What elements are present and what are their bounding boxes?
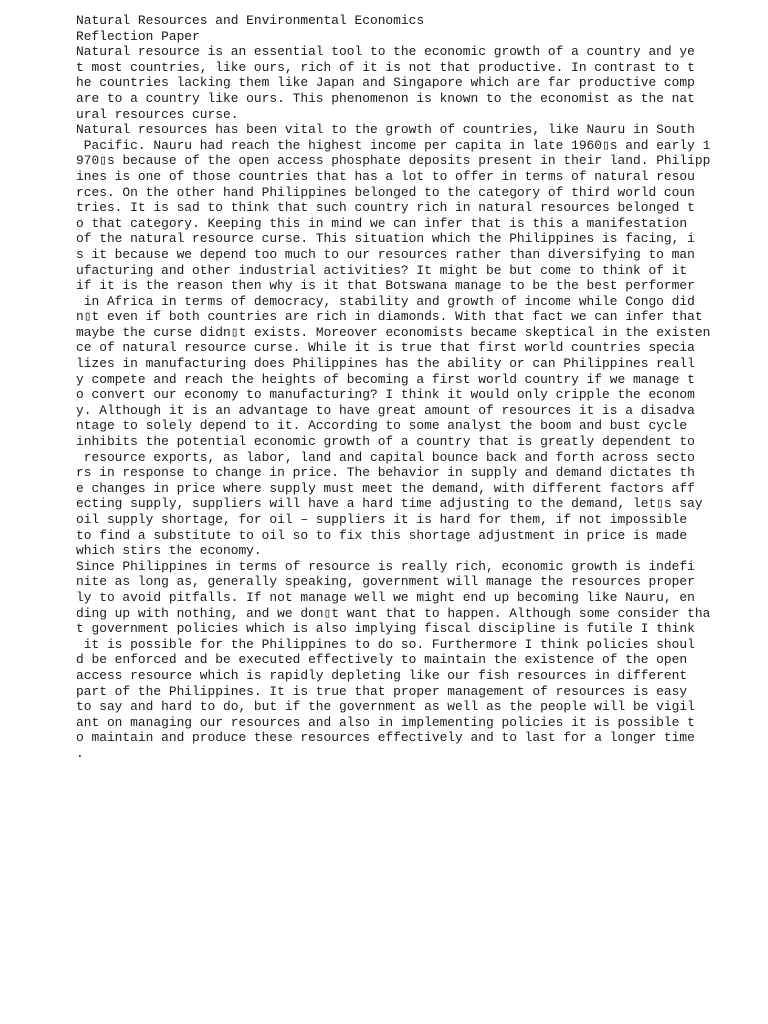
body-text-line: e changes in price where supply must meet the demand, with different factors aff [76, 480, 695, 496]
body-text-line: it is possible for the Philippines to do so. Furthermore I think policies shoul [76, 636, 695, 652]
body-text-line: resource exports, as labor, land and capital bounce back and forth across secto [76, 449, 695, 465]
body-text-line: o convert our economy to manufacturing? I think it would only cripple the econom [76, 387, 695, 403]
body-text-line: are to a country like ours. This phenomenon is known to the economist as the nat [76, 90, 695, 106]
body-text-line: ant on managing our resources and also in implementing policies it is possible t [76, 714, 695, 730]
document-page [76, 13, 711, 762]
body-text-line: o that category. Keeping this in mind we can infer that is this a manifestation [76, 215, 688, 231]
body-text-line: ecting supply, suppliers will have a hard time adjusting to the demand, let▯s say [76, 496, 703, 512]
body-text-line: oil supply shortage, for oil – suppliers it is hard for them, if not impossible [76, 512, 688, 527]
body-text-line: n▯t even if both countries are rich in diamonds. With that fact we can infer that [76, 309, 703, 325]
body-text-line: rs in response to change in price. The behavior in supply and demand dictates th [76, 465, 695, 481]
document-subtitle: Reflection Paper [76, 28, 200, 44]
body-text-line: Pacific. Nauru had reach the highest income per capita in late 1960▯s and early 1 [76, 137, 711, 153]
body-text-line: access resource which is rapidly depleting like our fish resources in different [76, 667, 688, 683]
body-text-line: to find a substitute to oil so to fix this shortage adjustment in price is made [76, 527, 688, 543]
body-text-line: which stirs the economy. [76, 543, 262, 559]
document-title: Natural Resources and Environmental Economics [76, 13, 425, 28]
body-text-line: ce of natural resource curse. While it is true that first world countries specia [76, 340, 695, 356]
body-text-line: lizes in manufacturing does Philippines has the ability or can Philippines reall [76, 356, 695, 372]
body-text-line: maybe the curse didn▯t exists. Moreover economists became skeptical in the existen [76, 324, 711, 340]
body-text-line: d be enforced and be executed effectively to maintain the existence of the open [76, 652, 688, 668]
body-text-line: t government policies which is also implying fiscal discipline is futile I think [76, 621, 695, 637]
body-text-line: ufacturing and other industrial activities? It might be but come to think of it [76, 262, 688, 278]
body-text-line: . [76, 745, 84, 761]
body-text-line: Natural resource is an essential tool to the economic growth of a country and ye [76, 44, 695, 60]
body-text-line: 970▯s because of the open access phosphate deposits present in their land. Philipp [76, 153, 711, 169]
body-text-line: if it is the reason then why is it that Botswana manage to be the best performer [76, 278, 695, 294]
document-body [76, 44, 711, 761]
body-text-line: Since Philippines in terms of resource is really rich, economic growth is indefi [76, 558, 695, 574]
body-text-line: y. Although it is an advantage to have great amount of resources it is a disadva [76, 402, 695, 418]
body-text-line: ding up with nothing, and we don▯t want that to happen. Although some consider tha [76, 605, 711, 621]
body-text-line: y compete and reach the heights of becoming a first world country if we manage t [76, 371, 695, 387]
body-text-line: part of the Philippines. It is true that proper management of resources is easy [76, 683, 688, 699]
body-text-line: tries. It is sad to think that such country rich in natural resources belonged t [76, 200, 695, 216]
body-text-line: rces. On the other hand Philippines belonged to the category of third world coun [76, 184, 695, 200]
body-text-line: in Africa in terms of democracy, stability and growth of income while Congo did [76, 293, 695, 309]
body-text-line: t most countries, like ours, rich of it is not that productive. In contrast to t [76, 59, 695, 75]
body-text-line: inhibits the potential economic growth of a country that is greatly dependent to [76, 434, 695, 450]
body-text-line: ly to avoid pitfalls. If not manage well we might end up becoming like Nauru, en [76, 589, 695, 605]
body-text-line: ural resources curse. [76, 106, 239, 122]
body-text-line: s it because we depend too much to our resources rather than diversifying to man [76, 246, 695, 262]
body-text-line: of the natural resource curse. This situation which the Philippines is facing, i [76, 231, 695, 247]
body-text-line: Natural resources has been vital to the growth of countries, like Nauru in South [76, 122, 695, 138]
body-text-line: o maintain and produce these resources effectively and to last for a longer time [76, 730, 695, 746]
body-text-line: he countries lacking them like Japan and Singapore which are far productive comp [76, 75, 695, 91]
body-text-line: to say and hard to do, but if the government as well as the people will be vigil [76, 699, 695, 715]
body-text-line: ines is one of those countries that has a lot to offer in terms of natural resou [76, 168, 695, 184]
body-text-line: nite as long as, generally speaking, government will manage the resources proper [76, 574, 695, 590]
body-text-line: ntage to solely depend to it. According to some analyst the boom and bust cycle [76, 418, 688, 434]
